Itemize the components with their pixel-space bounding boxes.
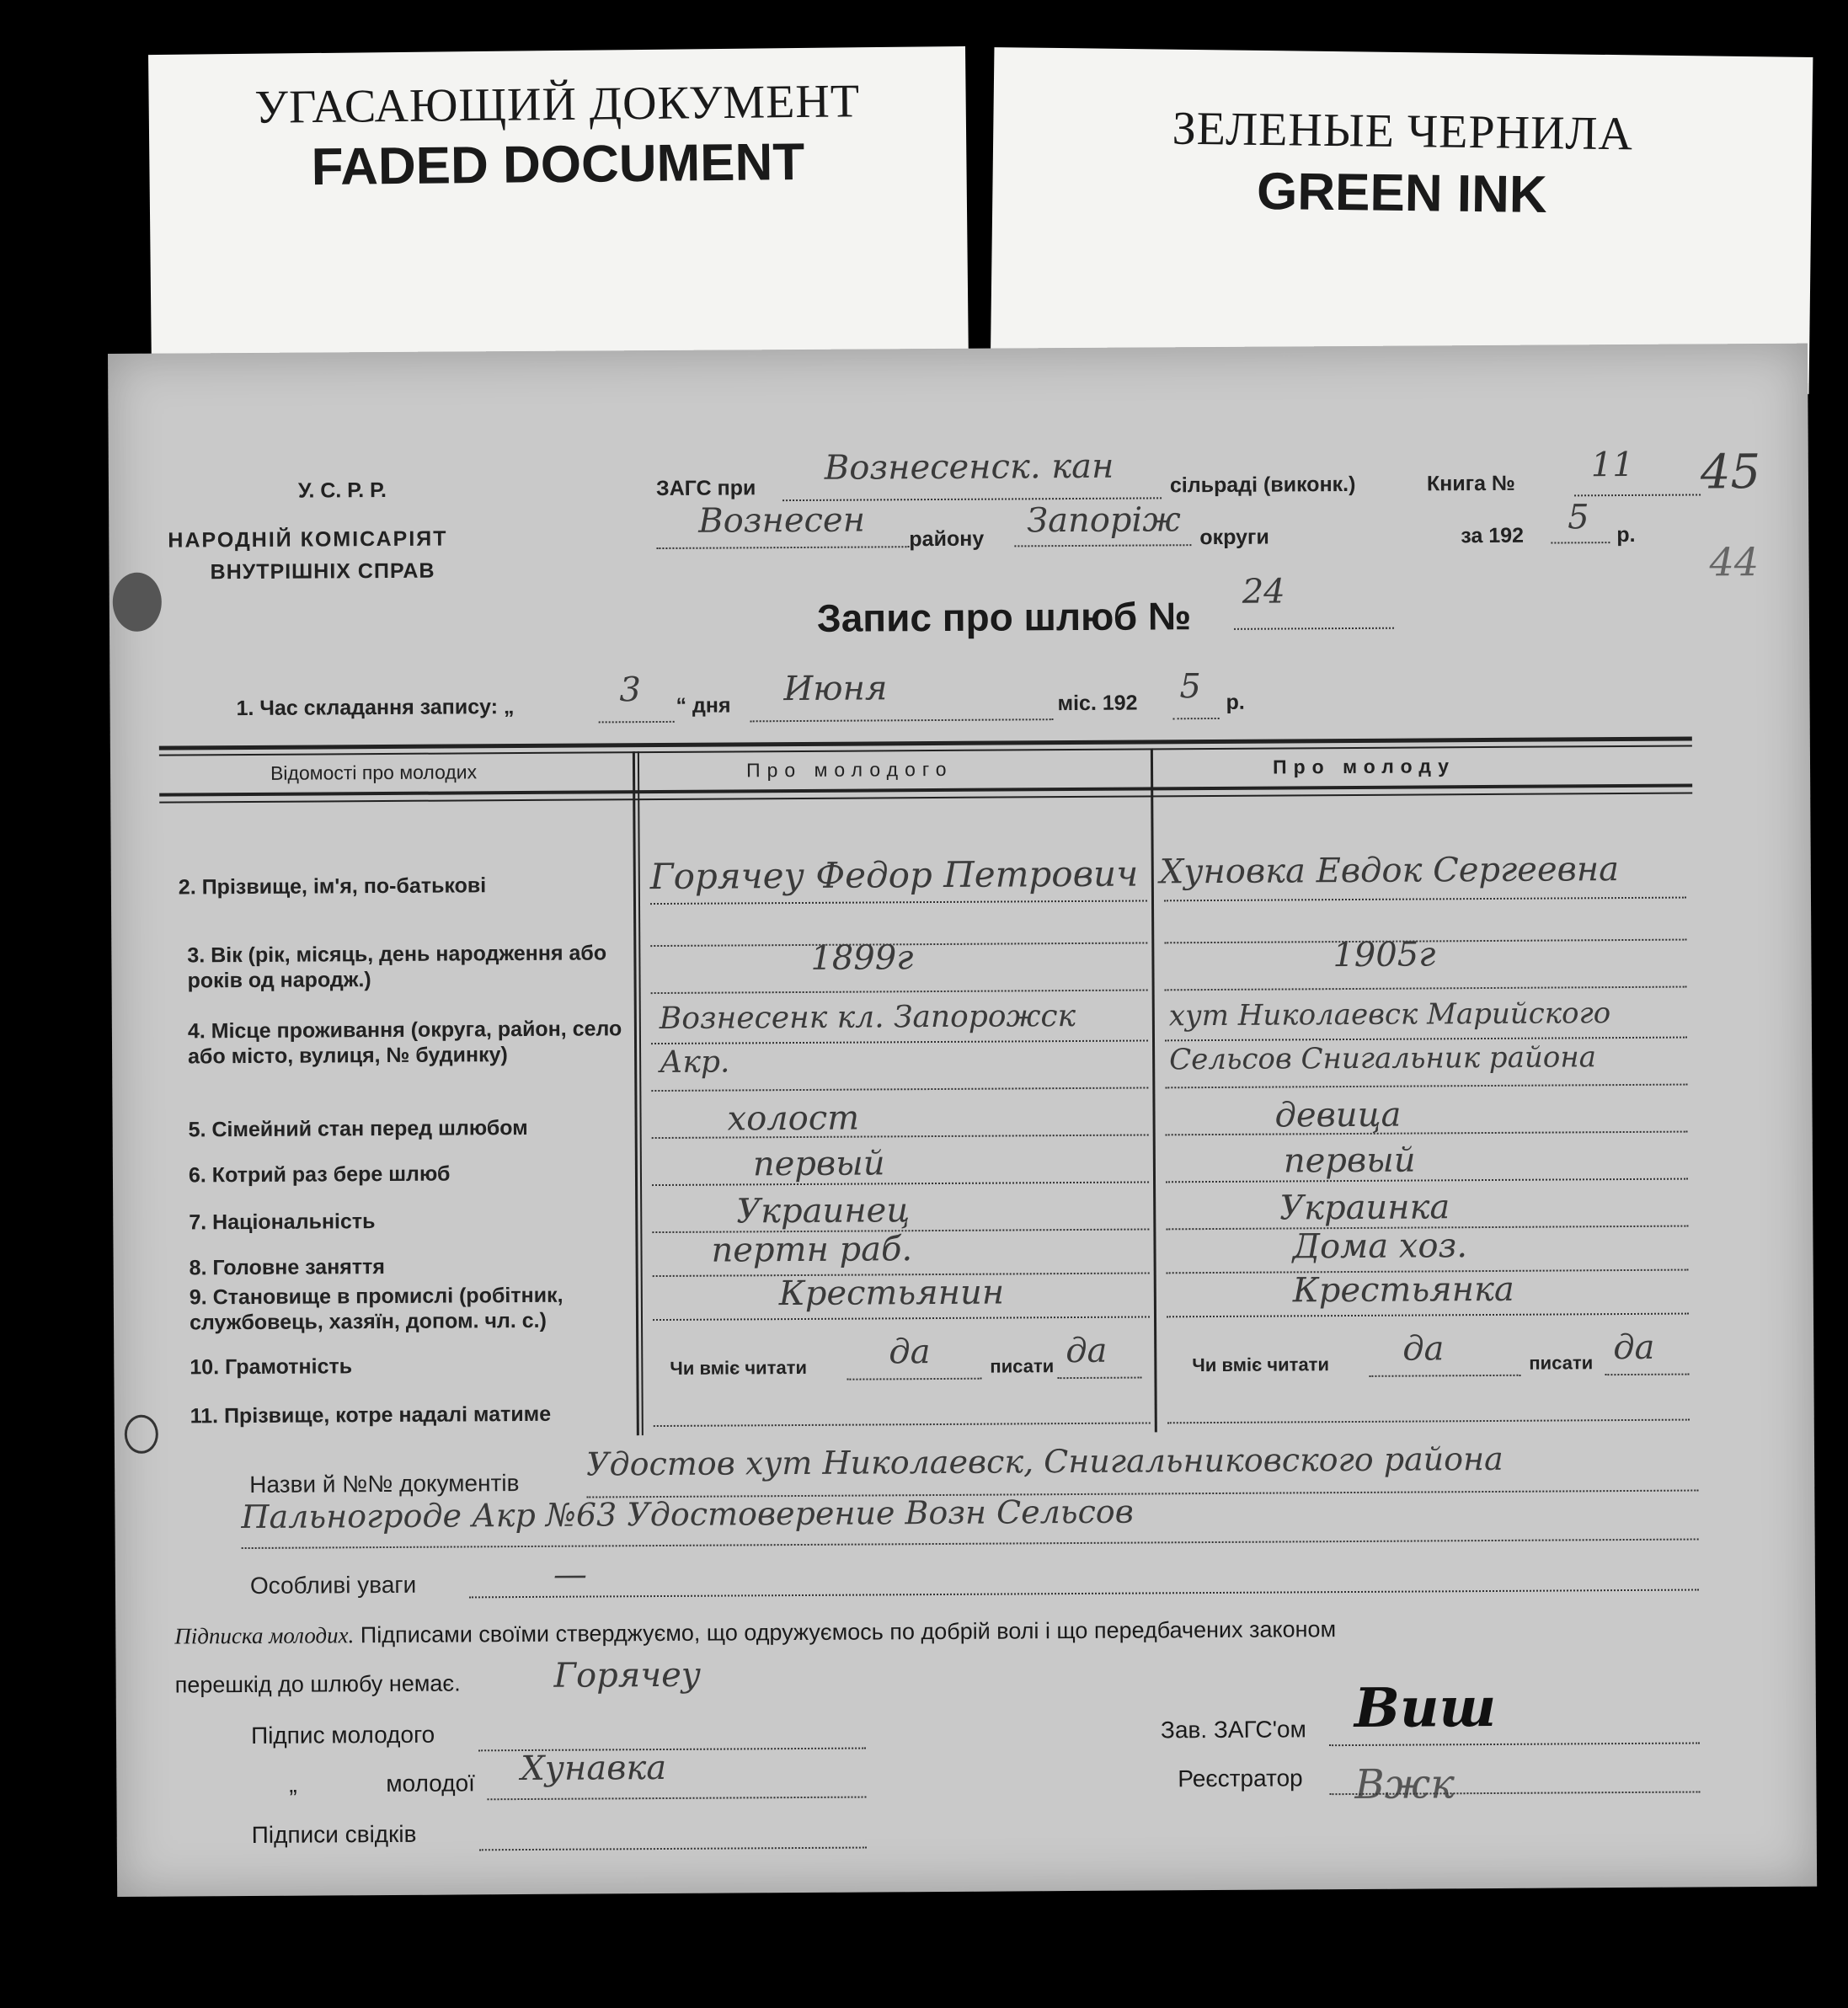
documents-label: Назви й №№ документів — [249, 1470, 520, 1498]
bride-marital-status: девица — [1274, 1095, 1402, 1135]
year-handwritten: 5 — [1179, 667, 1202, 707]
card-russian-label: ЗЕЛЕНЫЕ ЧЕРНИЛА — [1172, 102, 1634, 161]
witnesses-label: Підписи свідків — [251, 1820, 417, 1848]
table-row-label: 3. Вік (рік, місяць, день народження або років од народж.) — [187, 941, 607, 993]
groom-position: Крестьянин — [778, 1273, 1005, 1314]
bride-marriage-count: первый — [1283, 1140, 1416, 1181]
table-row-label: 6. Котрий раз бере шлюб — [188, 1162, 451, 1188]
head-label: Зав. ЗАГС'ом — [1160, 1716, 1306, 1744]
bride-write-label: писати — [1529, 1352, 1594, 1374]
bride-read-label: Чи вміє читати — [1192, 1354, 1330, 1376]
bride-signature-label: молодої — [386, 1770, 475, 1797]
groom-read-label: Чи вміє читати — [670, 1356, 808, 1379]
groom-nationality: Украинец — [736, 1191, 911, 1231]
book-label: Книга № — [1426, 471, 1515, 496]
bride-signature: Хунавка — [521, 1748, 667, 1789]
column-header-groom: Про молодого — [745, 757, 953, 782]
registrar-label: Реєстратор — [1178, 1765, 1303, 1792]
groom-name: Горячеу Федор Петрович — [649, 852, 1139, 898]
groom-can-read: да — [889, 1332, 931, 1372]
faded-document-card — [148, 46, 969, 375]
groom-marital-status: холост — [727, 1098, 860, 1139]
month-handwritten: Июня — [783, 669, 888, 709]
groom-write-label: писати — [990, 1355, 1055, 1377]
column-header-bride: Про молоду — [1272, 755, 1456, 778]
table-row-label: 2. Прізвище, ім'я, по-батькові — [178, 873, 487, 900]
pledge-body: Підписами своїми стверджуємо, що одружуємось по добрій волі і що передбачених законом — [360, 1616, 1337, 1648]
org-internal-affairs: ВНУТРІШНІХ СПРАВ — [210, 558, 435, 585]
year-suffix: р. — [1616, 522, 1636, 547]
bride-nationality: Украинка — [1279, 1188, 1450, 1228]
groom-signature: Горячеу — [553, 1655, 702, 1696]
groom-can-write: да — [1066, 1331, 1108, 1371]
zags-prefix: ЗАГС при — [655, 476, 756, 501]
head-signature: Виш — [1354, 1675, 1497, 1740]
month-label: міс. 192 — [1057, 691, 1138, 716]
documents-handwritten-line2: Пальногроде Акр №63 Удостоверение Возн Сельсов — [241, 1493, 1134, 1536]
zags-village-handwritten: Вознесенск. кан — [824, 446, 1114, 488]
pledge-text-continued: перешкід до шлюбу немає. — [174, 1670, 461, 1698]
book-number-handwritten: 11 — [1590, 445, 1634, 485]
table-row-label: 10. Грамотність — [190, 1354, 353, 1380]
year-handwritten: 5 — [1568, 498, 1589, 537]
table-row-label: 5. Сімейний стан перед шлюбом — [188, 1115, 528, 1142]
table-row-label: 11. Прізвище, котре надалі матиме — [190, 1402, 552, 1429]
bride-residence: хут Николаевск Марийского Сельсов Снигальник района — [1168, 996, 1611, 1077]
documents-handwritten-line1: Удостов хут Николаевск, Снигальниковского района — [585, 1439, 1504, 1483]
green-ink-card — [991, 47, 1813, 394]
district-handwritten: Вознесен — [698, 500, 866, 541]
corner-number-handwritten: 45 — [1700, 445, 1761, 500]
date-label: 1. Час складання запису: „ — [236, 695, 515, 721]
card-english-label: GREEN INK — [1256, 162, 1548, 225]
registrar-signature: Вжк — [1354, 1760, 1455, 1808]
okrug-handwritten: Запоріж — [1027, 500, 1181, 541]
zags-suffix: сільраді (виконк.) — [1169, 472, 1356, 498]
corner-number-handwritten: 44 — [1709, 539, 1760, 585]
notes-label: Особливі уваги — [249, 1571, 417, 1599]
card-english-label: FADED DOCUMENT — [311, 132, 805, 197]
org-ussr: У. С. Р. Р. — [297, 478, 387, 503]
bride-age: 1905г — [1333, 935, 1436, 975]
groom-residence: Вознесенк кл. Запорожск Акр. — [659, 998, 1076, 1081]
year-suffix: р. — [1226, 690, 1245, 714]
year-label: за 192 — [1461, 523, 1525, 548]
groom-occupation: пертн раб. — [711, 1230, 913, 1270]
marriage-record-form — [108, 344, 1817, 1897]
notes-handwritten: — — [553, 1555, 588, 1594]
bride-can-read: да — [1402, 1329, 1445, 1369]
day-handwritten: 3 — [619, 670, 642, 710]
district-label: району — [909, 526, 985, 552]
groom-marriage-count: первый — [752, 1144, 885, 1184]
okrug-label: округи — [1199, 525, 1269, 550]
bride-occupation: Дома хоз. — [1292, 1226, 1468, 1267]
table-row-label: 7. Національність — [189, 1210, 376, 1235]
pledge-italic: Підписка молодих. — [174, 1622, 355, 1649]
column-header-info: Відомості про молодих — [270, 761, 478, 784]
table-row-label: 4. Місце проживання (округа, район, село або місто, вулиця, № будинку) — [187, 1017, 622, 1069]
record-title: Запис про шлюб № — [816, 594, 1192, 640]
bride-name: Хуновка Евдок Сергеевна — [1159, 850, 1620, 892]
table-row-label: 8. Головне заняття — [189, 1255, 385, 1280]
groom-age: 1899г — [810, 938, 914, 978]
ditto-mark: „ — [289, 1770, 297, 1797]
bride-can-write: да — [1613, 1327, 1655, 1368]
table-row-label: 9. Становище в промислі (робітник, службовець, хазяїн, допом. чл. с.) — [189, 1283, 563, 1335]
org-commissariat: НАРОДНІЙ КОМІСАРІЯТ — [168, 526, 448, 553]
day-label: “ дня — [676, 693, 731, 718]
bride-position: Крестьянка — [1292, 1269, 1514, 1311]
pledge-text — [174, 1616, 1336, 1649]
punch-hole-mark — [113, 573, 162, 632]
card-russian-label: УГАСАЮЩИЙ ДОКУМЕНТ — [254, 75, 861, 134]
punch-hole-mark — [125, 1415, 158, 1454]
groom-signature-label: Підпис молодого — [250, 1721, 435, 1749]
record-number-handwritten: 24 — [1242, 572, 1285, 611]
